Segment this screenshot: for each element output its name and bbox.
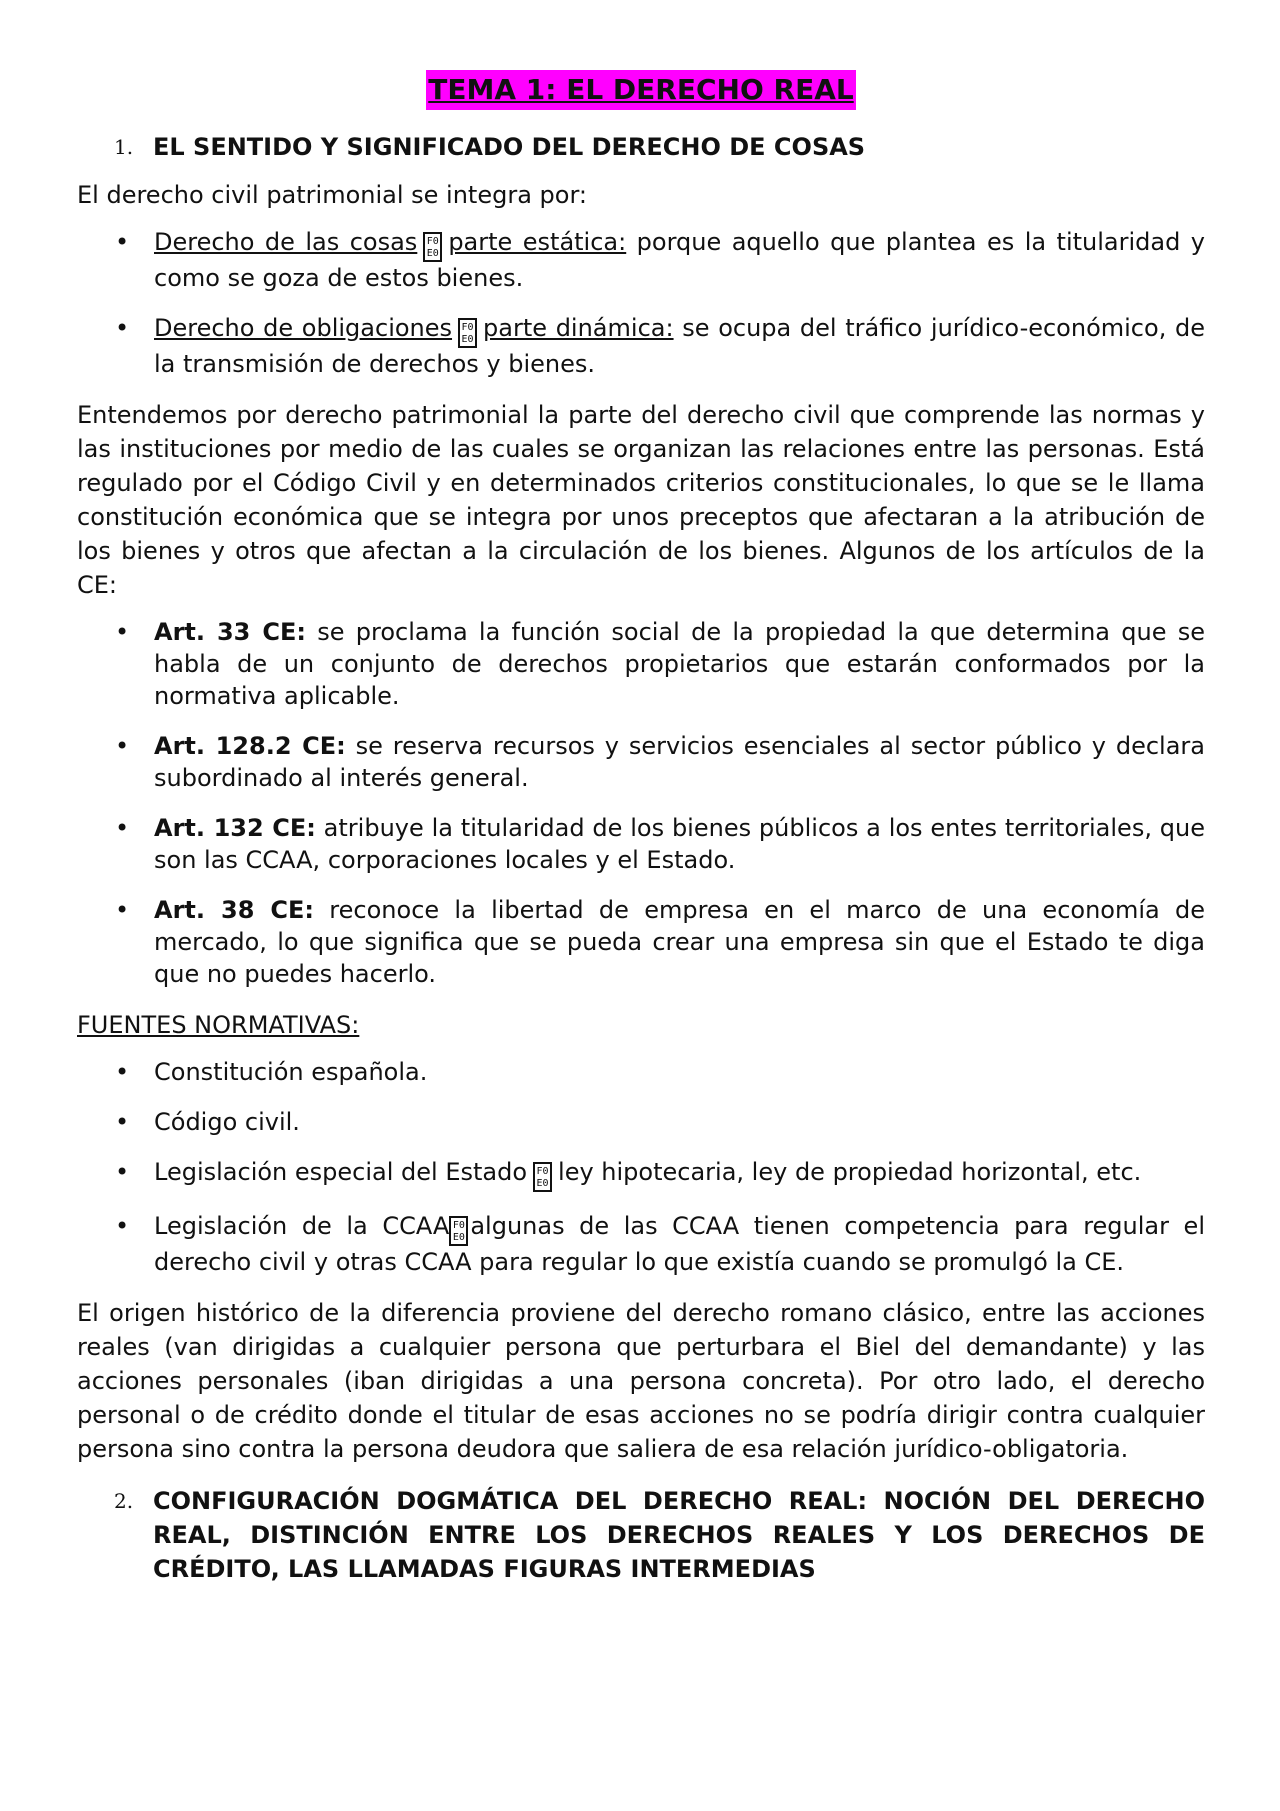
bullet-icon: • xyxy=(115,896,130,924)
section-2-heading xyxy=(77,1484,1205,1586)
arrow-glyph-icon: F0 E0 xyxy=(423,232,442,262)
item-text-post: ley hipotecaria, ley de propiedad horizontal, etc. xyxy=(558,1158,1142,1186)
article-label: Art. 128.2 CE: xyxy=(154,732,346,760)
bullet-icon: • xyxy=(115,814,130,842)
item-text-post: algunas de las CCAA tienen competencia para regular el derecho civil y otras CCAA para regular lo que existía cuando se promulgó la CE. xyxy=(154,1212,1205,1276)
bullet-icon: • xyxy=(115,1058,130,1086)
intro-text: El derecho civil patrimonial se integra por: xyxy=(77,181,587,209)
list-item xyxy=(77,1156,1205,1192)
arrow-glyph-icon: F0 E0 xyxy=(533,1162,552,1192)
article-text: se proclama la función social de la propiedad la que determina que se habla de un conjunto de derechos propietarios que estarán conformados por la normativa aplicable. xyxy=(154,618,1205,710)
item-label: Derecho de obligaciones F0 E0 parte dinámica: xyxy=(154,314,674,342)
section-title: EL SENTIDO Y SIGNIFICADO DEL DERECHO DE COSAS xyxy=(153,133,866,161)
patrimonial-list xyxy=(77,226,1205,380)
item-text: porque aquello que plantea es la titularidad y como se goza de estos bienes. xyxy=(154,228,1205,292)
list-item xyxy=(77,1056,1205,1088)
arrow-glyph-icon: F0 E0 xyxy=(458,318,477,348)
articles-list xyxy=(77,616,1205,990)
article-label: Art. 33 CE: xyxy=(154,618,306,646)
item-text-pre: Legislación de la CCAA xyxy=(154,1212,450,1240)
article-label: Art. 132 CE: xyxy=(154,814,316,842)
list-item xyxy=(77,730,1205,794)
document-page xyxy=(77,70,1205,1600)
list-item xyxy=(77,1210,1205,1278)
bullet-icon: • xyxy=(115,618,130,646)
bullet-icon: • xyxy=(115,1158,130,1186)
item-text: Constitución española. xyxy=(154,1058,428,1086)
arrow-glyph-icon: F0 E0 xyxy=(449,1216,468,1246)
list-item xyxy=(77,616,1205,712)
bullet-icon: • xyxy=(115,1108,130,1136)
article-text: se reserva recursos y servicios esenciales al sector público y declara subordinado al interés general. xyxy=(154,732,1206,792)
article-label: Art. 38 CE: xyxy=(154,896,315,924)
paragraph-patrimonial: Entendemos por derecho patrimonial la parte del derecho civil que comprende las normas y las instituciones por medio de las cuales se organizan las relaciones entre las personas. Está regulado por el Código Civil y en determinados criterios constitucionales, lo que se le llama constitución económica que se integra por unos preceptos que afectaran a la atribución de los bienes y otros que afectan a la circulación de los bienes. Algunos de los artículos de la CE: xyxy=(77,401,1205,599)
item-text-pre: Legislación especial del Estado xyxy=(154,1158,528,1186)
list-item xyxy=(77,1106,1205,1138)
bullet-icon: • xyxy=(115,228,130,256)
bullet-icon: • xyxy=(115,314,130,342)
list-item xyxy=(77,812,1205,876)
section-title: CONFIGURACIÓN DOGMÁTICA DEL DERECHO REAL: NOCIÓN DEL DERECHO REAL, DISTINCIÓN ENTRE LOS DERECHOS REALES Y LOS DERECHOS DE CRÉDITO, LAS LLAMADAS FIGURAS INTERMEDIAS xyxy=(153,1487,1205,1583)
item-text: Código civil. xyxy=(154,1108,300,1136)
bullet-icon: • xyxy=(115,1212,130,1240)
list-item xyxy=(77,312,1205,380)
article-text: atribuye la titularidad de los bienes públicos a los entes territoriales, que son las CCAA, corporaciones locales y el Estado. xyxy=(154,814,1205,874)
fuentes-list xyxy=(77,1056,1205,1278)
list-item xyxy=(77,226,1205,294)
paragraph-origen: El origen histórico de la diferencia proviene del derecho romano clásico, entre las acciones reales (van dirigidas a cualquier persona que perturbara el Biel del demandante) y las acciones personales (iban dirigidas a una persona concreta). Por otro lado, el derecho personal o de crédito donde el titular de esas acciones no se podría dirigir contra cualquier persona sino contra la persona deudora que saliera de esa relación jurídico-obligatoria. xyxy=(77,1299,1205,1463)
item-text: se ocupa del tráfico jurídico-económico, de la transmisión de derechos y bienes. xyxy=(154,314,1206,378)
list-item xyxy=(77,894,1205,990)
bullet-icon: • xyxy=(115,732,130,760)
section-number: 2. xyxy=(114,1489,134,1513)
section-number: 1. xyxy=(114,135,134,159)
item-label: Derecho de las cosas F0 E0 parte estática: xyxy=(154,228,626,256)
article-text: reconoce la libertad de empresa en el marco de una economía de mercado, lo que significa que se pueda crear una empresa sin que el Estado te diga que no puedes hacerlo. xyxy=(154,896,1206,988)
section-1-heading xyxy=(77,130,1205,164)
document-title: TEMA 1: EL DERECHO REAL xyxy=(426,70,855,110)
fuentes-heading: FUENTES NORMATIVAS: xyxy=(77,1011,360,1039)
